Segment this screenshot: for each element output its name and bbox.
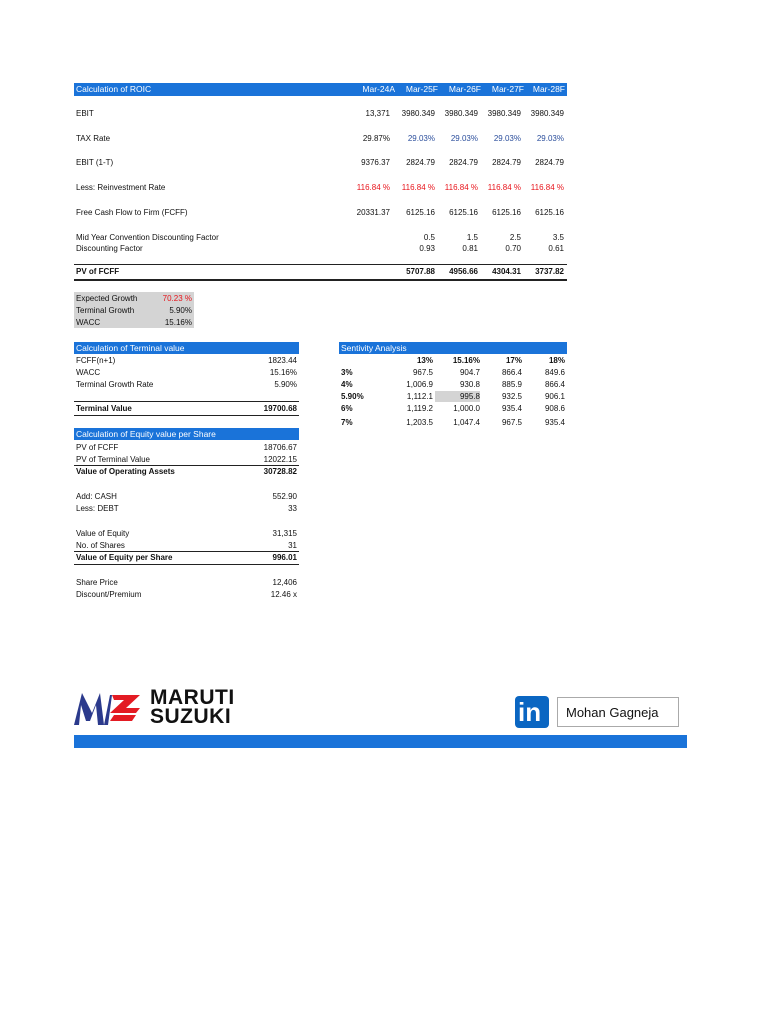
cell-value: 29.03%	[493, 134, 521, 143]
row-label: Terminal Value	[76, 404, 132, 413]
row-label: 4%	[341, 380, 353, 389]
cell-value: 0.81	[462, 244, 478, 253]
cell-value: 1,000.0	[453, 404, 480, 413]
cell-value: 4304.31	[492, 267, 521, 276]
cell-value: 930.8	[459, 380, 480, 389]
period-header: Mar-28F	[532, 84, 565, 94]
cell-value: 996.01	[272, 553, 297, 562]
cell-value: 29.03%	[536, 134, 564, 143]
author-name-box	[557, 697, 679, 727]
cell-value: 2824.79	[492, 158, 521, 167]
cell-value: 9376.37	[361, 158, 390, 167]
terminal-header	[74, 342, 299, 354]
cell-value: 967.5	[412, 368, 433, 377]
cell-value: 15.16%	[164, 318, 192, 327]
cell-value: 2824.79	[406, 158, 435, 167]
cell-value: 3737.82	[535, 267, 564, 276]
row-label: Add: CASH	[76, 492, 117, 501]
linkedin-glyph: in	[518, 697, 542, 727]
cell-value: 116.84 %	[401, 183, 435, 192]
cell-value: 12022.15	[263, 455, 297, 464]
cell-value: 906.1	[544, 392, 565, 401]
cell-value: 932.5	[501, 392, 522, 401]
cell-value: 3980.349	[401, 109, 435, 118]
cell-value: 1.5	[466, 233, 478, 242]
cell-value: 29.87%	[362, 134, 390, 143]
row-label: EBIT	[76, 109, 94, 118]
cell-value: 30728.82	[263, 467, 297, 476]
cell-value: 866.4	[544, 380, 565, 389]
row-label: EBIT (1-T)	[76, 158, 114, 167]
roic-header	[74, 83, 567, 96]
maruti-suzuki-logo	[74, 688, 274, 728]
cell-value: 3980.349	[444, 109, 478, 118]
row-label: PV of FCFF	[76, 267, 120, 276]
cell-value: 1,203.5	[406, 418, 433, 427]
divider	[74, 279, 567, 281]
cell-value: 935.4	[544, 418, 565, 427]
cell-value: 0.70	[505, 244, 521, 253]
cell-value: 19700.68	[263, 404, 297, 413]
row-label: Value of Operating Assets	[76, 467, 175, 476]
cell-value: 6125.16	[406, 208, 435, 217]
cell-value: 116.84 %	[487, 183, 521, 192]
row-label: WACC	[76, 318, 101, 327]
cell-value: 13,371	[365, 109, 390, 118]
cell-value: 0.61	[548, 244, 564, 253]
cell-value: 116.84 %	[444, 183, 478, 192]
cell-value: 12.46 x	[270, 590, 297, 599]
cell-value: 3980.349	[487, 109, 521, 118]
row-label: 6%	[341, 404, 353, 413]
row-label: PV of Terminal Value	[76, 455, 150, 464]
cell-value: 2.5	[509, 233, 521, 242]
cell-value: 0.93	[419, 244, 435, 253]
cell-value: 12,406	[272, 578, 297, 587]
cell-value: 3980.349	[530, 109, 564, 118]
cell-value: 20331.37	[356, 208, 390, 217]
col-header: 18%	[548, 356, 565, 365]
row-label: WACC	[76, 368, 101, 377]
row-label: 3%	[341, 368, 353, 377]
cell-value: 6125.16	[492, 208, 521, 217]
cell-value: 31	[288, 541, 297, 550]
period-header: Mar-26F	[448, 84, 481, 94]
row-label: PV of FCFF	[76, 443, 119, 452]
cell-value: 935.4	[501, 404, 522, 413]
row-label: FCFF(n+1)	[76, 356, 116, 365]
sensitivity-title: Sentivity Analysis	[341, 343, 407, 353]
cell-value: 552.90	[272, 492, 297, 501]
row-label: Terminal Growth Rate	[76, 380, 154, 389]
cell-value: 2824.79	[449, 158, 478, 167]
cell-value: 1,119.2	[406, 404, 433, 413]
cell-value: 15.16%	[269, 368, 297, 377]
cell-value: 4956.66	[449, 267, 478, 276]
cell-value: 1823.44	[268, 356, 297, 365]
period-header: Mar-25F	[405, 84, 438, 94]
cell-value: 2824.79	[535, 158, 564, 167]
linkedin-icon[interactable]	[515, 696, 549, 728]
cell-value: 116.84 %	[356, 183, 390, 192]
row-label: Discounting Factor	[76, 244, 143, 253]
logo-text-maruti: MARUTI	[150, 686, 235, 709]
row-label: Free Cash Flow to Firm (FCFF)	[76, 208, 188, 217]
highlighted-cell-value: 995.8	[435, 391, 480, 402]
divider	[74, 264, 567, 265]
cell-value: 6125.16	[449, 208, 478, 217]
footer-accent-bar	[74, 735, 687, 748]
row-label: Expected Growth	[76, 294, 138, 303]
author-name: Mohan Gagneja	[566, 705, 659, 720]
cell-value: 31,315	[272, 529, 297, 538]
row-label: Value of Equity per Share	[76, 553, 173, 562]
row-label: Less: DEBT	[76, 504, 119, 513]
cell-value: 1,047.4	[453, 418, 480, 427]
row-label: Share Price	[76, 578, 118, 587]
divider	[74, 415, 299, 416]
cell-value: 5707.88	[406, 267, 435, 276]
roic-title: Calculation of ROIC	[76, 84, 152, 94]
cell-value: 29.03%	[407, 134, 435, 143]
row-label: Value of Equity	[76, 529, 130, 538]
divider	[74, 564, 299, 565]
cell-value: 885.9	[501, 380, 522, 389]
cell-value: 849.6	[544, 368, 565, 377]
row-label: Mid Year Convention Discounting Factor	[76, 233, 219, 242]
cell-value: 5.90%	[169, 306, 192, 315]
maruti-emblem-icon	[74, 689, 144, 727]
cell-value: 0.5	[423, 233, 435, 242]
logo-text-suzuki: SUZUKI	[150, 705, 232, 728]
col-header: 17%	[505, 356, 522, 365]
cell-value: 1,006.9	[406, 380, 433, 389]
cell-value: 904.7	[459, 368, 480, 377]
row-label: No. of Shares	[76, 541, 125, 550]
row-label: Terminal Growth	[76, 306, 135, 315]
cell-value: 3.5	[552, 233, 564, 242]
cell-value: 5.90%	[274, 380, 297, 389]
cell-value: 116.84 %	[530, 183, 564, 192]
cell-value: 33	[288, 504, 297, 513]
col-header: 15.16%	[452, 356, 480, 365]
cell-value: 866.4	[501, 368, 522, 377]
sensitivity-header	[339, 342, 567, 354]
cell-value: 70.23 %	[162, 294, 192, 303]
equity-title: Calculation of Equity value per Share	[76, 429, 216, 439]
cell-value: 1,112.1	[406, 392, 433, 401]
cell-value: 6125.16	[535, 208, 564, 217]
row-label: Less: Reinvestment Rate	[76, 183, 166, 192]
cell-value: 967.5	[501, 418, 522, 427]
equity-header	[74, 428, 299, 440]
cell-value: 908.6	[544, 404, 565, 413]
terminal-title: Calculation of Terminal value	[76, 343, 185, 353]
period-header: Mar-27F	[491, 84, 524, 94]
row-label: 5.90%	[341, 392, 364, 401]
cell-value: 18706.67	[263, 443, 297, 452]
row-label: 7%	[341, 418, 353, 427]
col-header: 13%	[416, 356, 433, 365]
divider	[74, 401, 299, 402]
period-header: Mar-24A	[362, 84, 395, 94]
cell-value: 29.03%	[450, 134, 478, 143]
row-label: TAX Rate	[76, 134, 111, 143]
row-label: Discount/Premium	[76, 590, 142, 599]
